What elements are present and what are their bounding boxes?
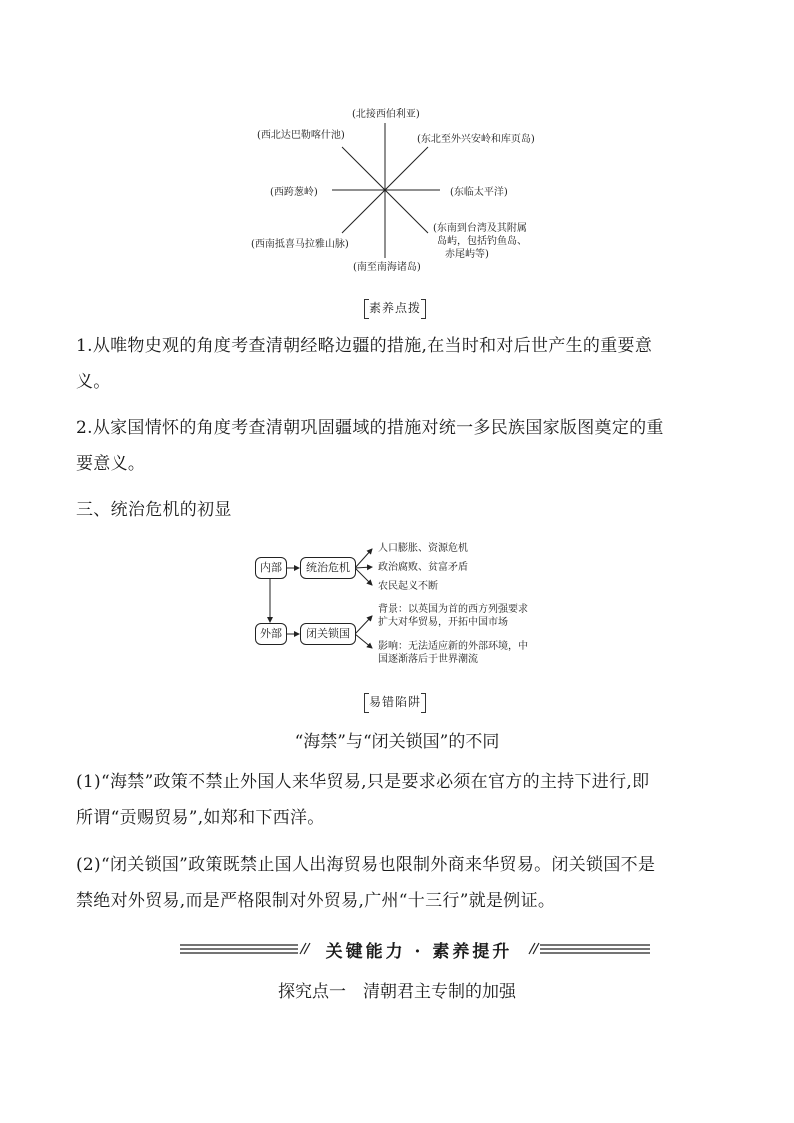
section-three-title: 三、统治危机的初显 <box>76 500 232 520</box>
crisis-item-2: 政治腐败、贫富矛盾 <box>378 562 468 573</box>
compass-west-label: (西跨葱岭) <box>270 187 318 198</box>
compass-south-label: (南至南海诸岛) <box>353 262 421 273</box>
compass-northeast-label: (东北至外兴安岭和库页岛) <box>417 134 535 145</box>
external-box: 外部 <box>255 623 287 645</box>
trap-title: “海禁”与“闭关锁国”的不同 <box>294 732 500 752</box>
trap-point-1: (1)“海禁”政策不禁止外国人来华贸易,只是要求必须在官方的主持下进行,即 所谓“贡赐贸易”,如郑和下西洋。 <box>76 772 650 828</box>
compass-north-label: (北接西伯利亚) <box>352 109 420 120</box>
crisis-item-1: 人口膨胀、资源危机 <box>378 543 468 554</box>
internal-box: 内部 <box>255 557 287 579</box>
literacy-point-1: 1.从唯物史观的角度考查清朝经略边疆的措施,在当时和对后世产生的重要意 义。 <box>76 336 653 392</box>
crisis-box: 统治危机 <box>300 557 356 579</box>
impact-text: 影响：无法适应新的外部环境，中 国逐渐落后于世界潮流 <box>378 641 528 665</box>
explore-title: 探究点一 清朝君主专制的加强 <box>278 982 516 1002</box>
background-text: 背景：以英国为首的西方列强要求 扩大对华贸易，开拓中国市场 <box>378 604 528 628</box>
banner-title: 关键能力 · 素养提升 <box>325 942 513 962</box>
compass-southeast-label: (东南到台湾及其附属 岛屿，包括钓鱼岛、 赤尾屿等) <box>433 223 527 260</box>
trap-point-2: (2)“闭关锁国”政策既禁止国人出海贸易也限制外商来华贸易。闭关锁国不是 禁绝对外贸易,而是严格限制对外贸易,广州“十三行”就是例证。 <box>76 855 656 911</box>
compass-northwest-label: (西北达巴勒喀什池) <box>257 130 345 141</box>
compass-southwest-label: (西南抵喜马拉雅山脉) <box>251 239 349 250</box>
section-tag-traps: 易错陷阱 <box>364 693 426 711</box>
section-tag-literacy: 素养点拨 <box>364 299 426 317</box>
compass-east-label: (东临太平洋) <box>450 187 508 198</box>
crisis-item-3: 农民起义不断 <box>378 581 438 592</box>
closed-door-box: 闭关锁国 <box>300 623 356 645</box>
literacy-point-2: 2.从家国情怀的角度考查清朝巩固疆域的措施对统一多民族国家版图奠定的重 要意义。 <box>76 418 664 474</box>
